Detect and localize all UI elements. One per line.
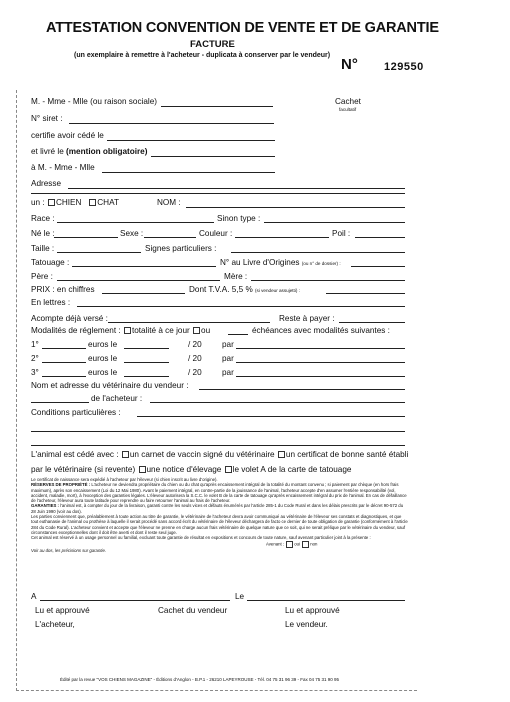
sexe-label: Sexe : [120, 229, 144, 238]
livre-line[interactable] [151, 156, 275, 157]
livre-origines-label: N° au Livre d'Origines (ou n° de dossier) : [220, 258, 341, 267]
ech1-date[interactable] [124, 348, 169, 349]
reste-line[interactable] [339, 322, 405, 323]
avenant-oui-checkbox[interactable] [286, 541, 293, 548]
legal-text [31, 477, 409, 553]
conditions-line-2[interactable] [31, 431, 405, 432]
avenant-non-checkbox[interactable] [302, 541, 309, 548]
ech3-par: par [222, 368, 234, 377]
siret-label: N° siret : [31, 114, 63, 123]
ech1-label: 1° [31, 340, 39, 349]
acompte-line[interactable] [108, 322, 270, 323]
sig-le-label: Le [235, 592, 245, 601]
ech3-date[interactable] [124, 376, 169, 377]
sinon-type-line[interactable] [264, 222, 405, 223]
tva-line[interactable] [326, 293, 405, 294]
ech2-par: par [222, 354, 234, 363]
pere-line[interactable] [57, 280, 220, 281]
echeances-label: échéances avec modalités suivantes : [252, 326, 390, 335]
lettres-line[interactable] [77, 306, 405, 307]
signes-label: Signes particuliers : [145, 244, 217, 253]
ech3-amount[interactable] [42, 376, 86, 377]
ech1-par: par [222, 340, 234, 349]
lu-approuve-right: Lu et approuvé [285, 606, 340, 615]
certifie-label: certifie avoir cédé le [31, 131, 104, 140]
cachet-sub: facultatif [339, 107, 357, 112]
veto-acheteur-line[interactable] [150, 402, 405, 403]
sig-a-label: A [31, 592, 37, 601]
legal-p2: RÉSERVES DE PROPRIÉTÉ : L'acheteur ne deviendra propriétaire du chien ou du chat qu'après encaissement intégral de la totalité du montant convenu ; si paiement par chèque (en hors frais maximum), après son encaissement (Loi du 12 Mai 1980). Avant le paiement intégral, en contre-partie de la jouissance de l'animal, l'acheteur accepte d'en assumer l'entière responsabilité (vol, accident, maladie, mort), à l'exception des garanties légales. L'éleveur autorisera la S.C.C. le volet B de la carte de tatouage qu'après encaissement intégral du prix de l'animal. En cas de défaillance de l'acheteur, l'éleveur aura toute latitude pour reprendre ou faire retourner l'animal au frais de l'acheteur. [31, 482, 407, 504]
carnet-checkbox[interactable] [122, 451, 129, 458]
footer-publisher: Édité par la revue "VOS CHIENS MAGAZINE" - Éditions d'Anglon - B.P.1 - 26210 LAPEYROUSE - Tél. 04 75 31 96 39 - Fax 04 75 31 90 95 [60, 677, 340, 682]
cede-avec-row: L'animal est cédé avec : un carnet de vaccin signé du vétérinaire un certificat de bonne santé établi [31, 450, 409, 459]
livre-origines-line[interactable] [351, 266, 405, 267]
cede-avec-row-2: par le vétérinaire (si revente) une notice d'élevage le volet A de la carte de tatouage [31, 465, 352, 474]
ech1-par-line[interactable] [236, 348, 405, 349]
totalite-checkbox[interactable] [124, 327, 131, 334]
reste-label: Reste à payer : [279, 314, 335, 323]
ech1-amount[interactable] [42, 348, 86, 349]
form-note: (un exemplaire à remettre à l'acheteur - duplicata à conserver par le vendeur) [74, 52, 331, 59]
vendeur-label: Le vendeur. [285, 620, 328, 629]
chien-checkbox[interactable] [48, 199, 55, 206]
cachet-label: Cachet [335, 97, 361, 106]
modalites-row: Modalités de réglement : totalité à ce jour ou [31, 326, 211, 335]
notice-checkbox[interactable] [139, 466, 146, 473]
livre-label: et livré le (mention obligatoire) [31, 147, 148, 156]
prix-label: PRIX : en chiffres [31, 285, 95, 294]
acheteur-label: L'acheteur, [35, 620, 75, 629]
tatouage-line[interactable] [72, 266, 216, 267]
mere-line[interactable] [251, 280, 405, 281]
legal-p4: Les parties conviennent que, préalablement à toute action au titre de garantie, le vétérinaire de l'acheteur devra avoir communiqué au vétérinaire de l'éleveur ses constats et diagnostiques, et que tout euthanasie de l'animal ou prothèse à laquelle il serait procédé sans accord écrit du vétérinaire de l'éleveur déchargera de facto ce dernier de toute obligation de garantie (conformément à l'article 284 du Code Rural). L'acheteur convient et accepte que l'éleveur ne prenne en charge aucun frais vétérinaire de quelque nature que ce soit, qui ne serait prélique par le vétérinaire du vendeur, sauf circonstances exceptionnelles dont il doit être averti et dont il reste seul juge. [31, 514, 408, 535]
ech3-vingt: / 20 [188, 368, 202, 377]
siret-line[interactable] [69, 123, 274, 124]
certifie-line[interactable] [107, 140, 275, 141]
conditions-label: Conditions particulières : [31, 408, 121, 417]
ech2-label: 2° [31, 354, 39, 363]
veto-vendeur-label: Nom et adresse du vétérinaire du vendeur : [31, 381, 189, 390]
lettres-label: En lettres : [31, 298, 71, 307]
legal-p3: GARANTIES : l'animal est, à compter du jour de la livraison, garanti contre les seuls vices et défauts énumérés par l'article 285-1 du Code Rural et dans les délais prescrits par le décret 90-572 du 28 Juin 1990 (voir au dos). [31, 503, 404, 514]
sexe-line[interactable] [144, 237, 196, 238]
form-subtitle: FACTURE [190, 39, 235, 50]
ou-checkbox[interactable] [193, 327, 200, 334]
form-number: 129550 [384, 61, 424, 73]
taille-label: Taille : [31, 244, 55, 253]
adresse-line[interactable] [68, 188, 405, 189]
poil-label: Poil : [332, 229, 351, 238]
adresse-label: Adresse [31, 179, 62, 188]
form-title: ATTESTATION CONVENTION DE VENTE ET DE GARANTIE [46, 20, 439, 36]
sinon-type-label: Sinon type : [217, 214, 261, 223]
tva-label: Dont T.V.A. 5,5 % (si vendeur assujetti) : [189, 285, 300, 294]
legal-avenant: Avenant : oui non [266, 541, 318, 547]
adresse-line-2[interactable] [31, 193, 405, 194]
volet-checkbox[interactable] [225, 466, 232, 473]
veto-acheteur-label: de l'acheteur : [91, 394, 143, 403]
ech1-vingt: / 20 [188, 340, 202, 349]
sig-le-line[interactable] [247, 600, 405, 601]
number-label: N° [341, 56, 358, 73]
veto-vendeur-line[interactable] [199, 389, 405, 390]
echeances-count-line[interactable] [228, 334, 248, 335]
prix-line[interactable] [102, 293, 185, 294]
tatouage-label: Tatouage : [31, 258, 70, 267]
name-label: M. - Mme - Mlle (ou raison sociale) [31, 97, 158, 106]
sig-a-line[interactable] [40, 600, 230, 601]
certificat-checkbox[interactable] [278, 451, 285, 458]
lu-approuve-left: Lu et approuvé [35, 606, 90, 615]
poil-line[interactable] [355, 237, 405, 238]
couleur-line[interactable] [235, 237, 329, 238]
ech2-vingt: / 20 [188, 354, 202, 363]
pere-label: Père : [31, 272, 53, 281]
couleur-label: Couleur : [199, 229, 233, 238]
race-label: Race : [31, 214, 55, 223]
legal-p5: Cet animal est réservé à un usage personnel ou familial, excluant toute garantie de résultat en expositions et concours de toute nature, sauf avenant particulier joint à la présente : [31, 535, 371, 541]
legal-p1: Le certificat de naissance sera expédié à l'acheteur par l'éleveur (si chien inscrit au livre d'origine). [31, 477, 218, 482]
ech2-euros: euros le [88, 354, 118, 363]
mere-label: Mère : [224, 272, 248, 281]
a-m-label: à M. - Mme - Mlle [31, 163, 95, 172]
taille-line[interactable] [57, 252, 141, 253]
signes-line[interactable] [231, 252, 405, 253]
ech1-euros: euros le [88, 340, 118, 349]
cachet-vendeur: Cachet du vendeur [158, 606, 228, 615]
legal-voir: Voir au dos, les précisions sur garantie. [31, 547, 107, 553]
nom-line[interactable] [186, 207, 405, 208]
race-line[interactable] [57, 222, 214, 223]
ech3-euros: euros le [88, 368, 118, 377]
ech3-label: 3° [31, 368, 39, 377]
conditions-line[interactable] [137, 416, 405, 417]
veto-vendeur-line-2[interactable] [31, 402, 89, 403]
ech2-par-line[interactable] [236, 362, 405, 363]
chat-checkbox[interactable] [89, 199, 96, 206]
ech2-date[interactable] [124, 362, 169, 363]
ne-le-label: Né le : [31, 229, 55, 238]
name-line[interactable] [161, 106, 273, 107]
nom-label: NOM : [157, 198, 181, 207]
animal-type-row: un : CHIEN CHAT [31, 198, 119, 207]
acompte-label: Acompte déjà versé : [31, 314, 108, 323]
conditions-line-3[interactable] [31, 445, 405, 446]
ech2-amount[interactable] [42, 362, 86, 363]
ne-le-line[interactable] [54, 237, 118, 238]
ech3-par-line[interactable] [236, 376, 405, 377]
a-m-line[interactable] [102, 172, 275, 173]
